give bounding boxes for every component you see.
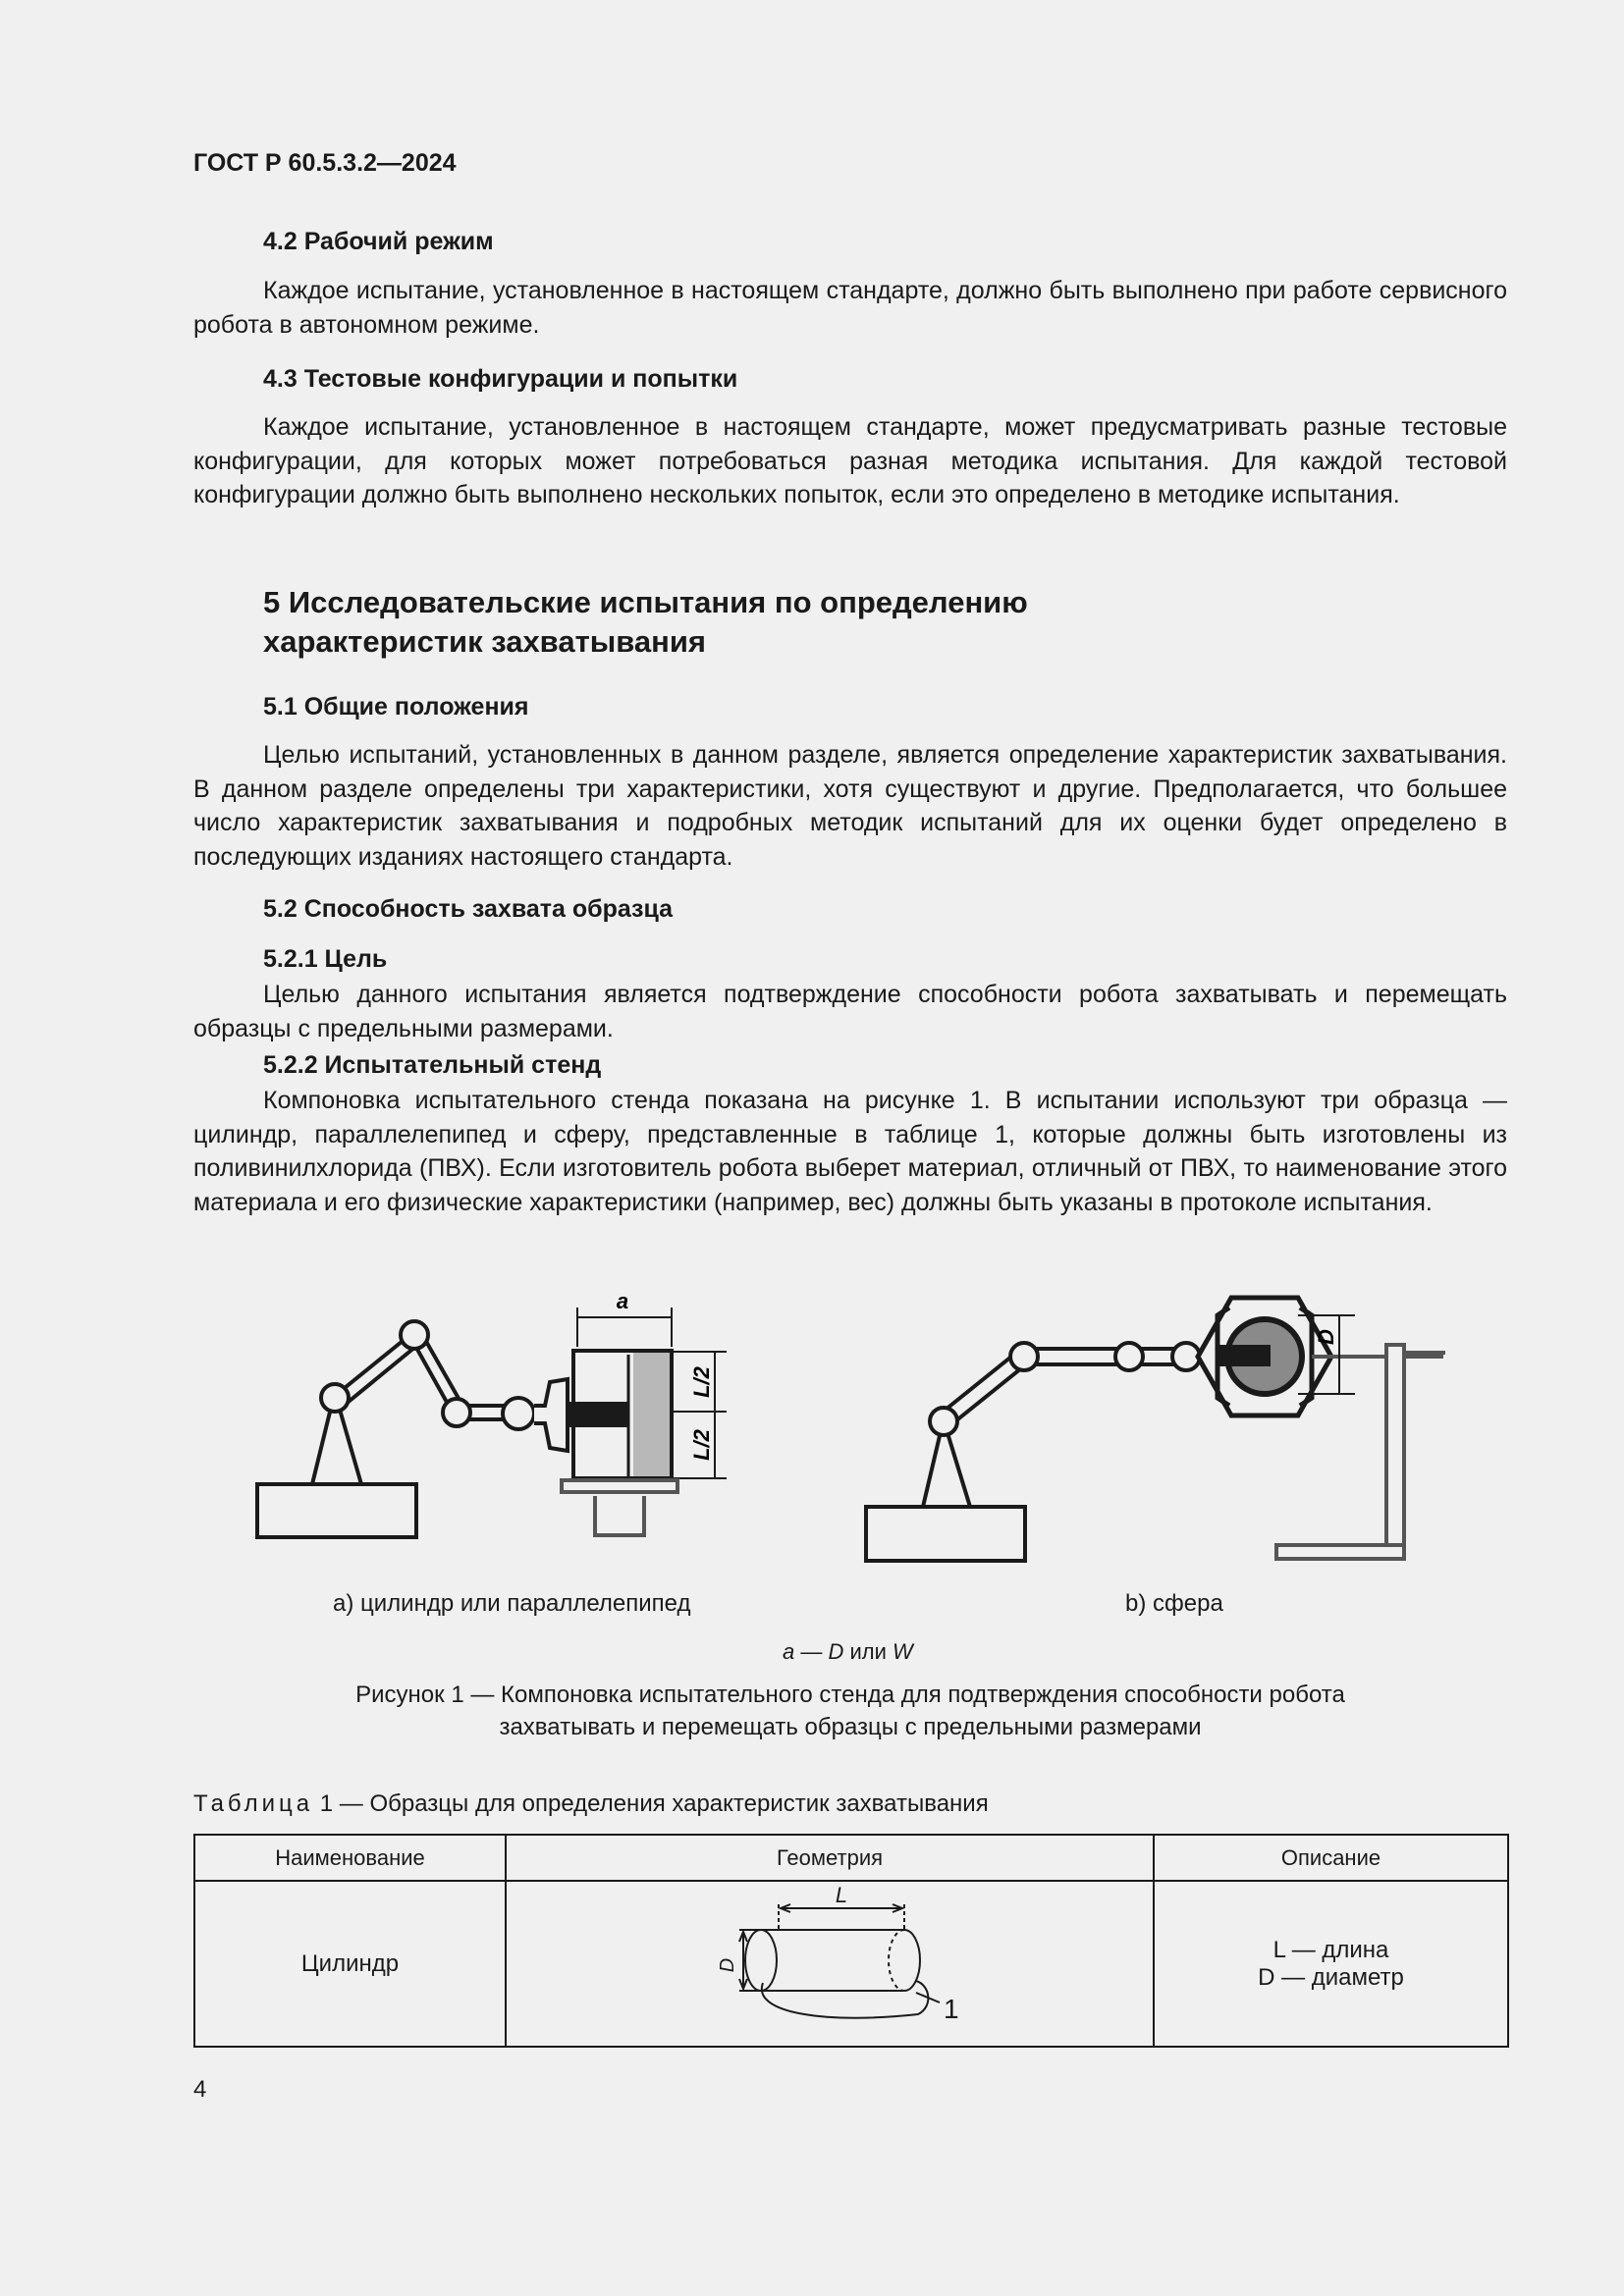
figure-1-drawing — [236, 1286, 1473, 1600]
col-header-geometry: Геометрия — [506, 1835, 1154, 1881]
legend-a: a — [783, 1639, 795, 1664]
figure-caption-line1: Рисунок 1 — Компоновка испытательного стенда для подтверждения способности робота — [355, 1682, 1345, 1708]
heading-5-1: 5.1 Общие положения — [263, 693, 529, 721]
figure-legend — [783, 1639, 913, 1665]
heading-5-line2: характеристик захватывания — [263, 624, 706, 659]
cell-description — [1154, 1881, 1508, 2047]
paragraph-5-1: Целью испытаний, установленных в данном разделе, является определение характеристик захватывания. В данном разделе определены три характеристики, хотя существуют и другие. Предполагается, что большее число характеристик захватывания и подробных методик испытаний для их оценки будет определено в последующих изданиях настоящего стандарта. — [193, 741, 1507, 871]
geom-callout-1: 1 — [944, 1994, 959, 2024]
table-row — [194, 1881, 1508, 2047]
figure-caption-a: а) цилиндр или параллелепипед — [333, 1590, 691, 1617]
paragraph-5-2-1: Целью данного испытания является подтверждение способности робота захватывать и перемещать образцы с предельными размерами. — [193, 981, 1507, 1042]
heading-5-2-1: 5.2.1 Цель — [263, 945, 388, 973]
paragraph-4-3: Каждое испытание, установленное в настоящем стандарте, может предусматривать разные тестовые конфигурации, для которых может потребоваться разная методика испытания. Для каждой тестовой конфигурации должно быть выполнено нескольких попыток, если это определено в методике испытания. — [193, 413, 1507, 508]
col-header-description: Описание — [1154, 1835, 1508, 1881]
figure-label-a: a — [616, 1289, 629, 1313]
legend-or: или — [843, 1639, 893, 1664]
heading-4-3: 4.3 Тестовые конфигурации и попытки — [263, 365, 738, 393]
heading-5-line1: 5 Исследовательские испытания по определению — [263, 585, 1028, 619]
figure-label-half1: L/2 — [689, 1366, 714, 1398]
paragraph-4-2: Каждое испытание, установленное в настоящем стандарте, должно быть выполнено при работе сервисного робота в автономном режиме. — [193, 277, 1507, 339]
figure-caption — [193, 1679, 1507, 1743]
heading-4-2: 4.2 Рабочий режим — [263, 228, 494, 255]
heading-5-2-2: 5.2.2 Испытательный стенд — [263, 1051, 602, 1079]
table-caption-word: Таблица — [193, 1790, 314, 1817]
figure-label-half2: L/2 — [689, 1429, 714, 1461]
cylinder-drawing — [682, 1887, 977, 2034]
legend-sep: — — [794, 1639, 829, 1664]
heading-5-2: 5.2 Способность захвата образца — [263, 895, 674, 923]
robot-base-b — [866, 1507, 1025, 1561]
legend-W: W — [893, 1639, 913, 1664]
paragraph-5-2-2: Компоновка испытательного стенда показана на рисунке 1. В испытании используют три образца — цилиндр, параллелепипед и сферу, представленные в таблице 1, которые должны быть изготовлены из поливинилхлорида (ПВХ). Если изготовитель робота выберет материал, отличный от ПВХ, то наименование этого материала и его физические характеристики (например, вес) должны быть указаны в протоколе испытания. — [193, 1087, 1507, 1216]
figure-label-D: D — [1314, 1329, 1338, 1345]
samples-table — [193, 1834, 1509, 2048]
geom-label-D: D — [717, 1957, 738, 1973]
figure-caption-line2: захватывать и перемещать образцы с предельными размерами — [499, 1714, 1202, 1740]
page-number: 4 — [193, 2076, 207, 2103]
desc-line2: D — диаметр — [1258, 1963, 1404, 1991]
table-header-row — [194, 1835, 1508, 1881]
table-caption-rest: 1 — Образцы для определения характеристик захватывания — [313, 1790, 989, 1817]
legend-D: D — [828, 1639, 844, 1664]
heading-5 — [263, 583, 1028, 662]
cell-name: Цилиндр — [194, 1881, 506, 2047]
document-header: ГОСТ Р 60.5.3.2—2024 — [193, 149, 457, 177]
table-caption — [193, 1790, 989, 1818]
robot-base-a — [257, 1484, 416, 1537]
geom-label-L: L — [835, 1887, 848, 1907]
cell-geometry — [506, 1881, 1154, 2047]
col-header-name: Наименование — [194, 1835, 506, 1881]
desc-line1: L — длина — [1272, 1936, 1389, 1963]
figure-caption-b: b) сфера — [1125, 1590, 1223, 1617]
